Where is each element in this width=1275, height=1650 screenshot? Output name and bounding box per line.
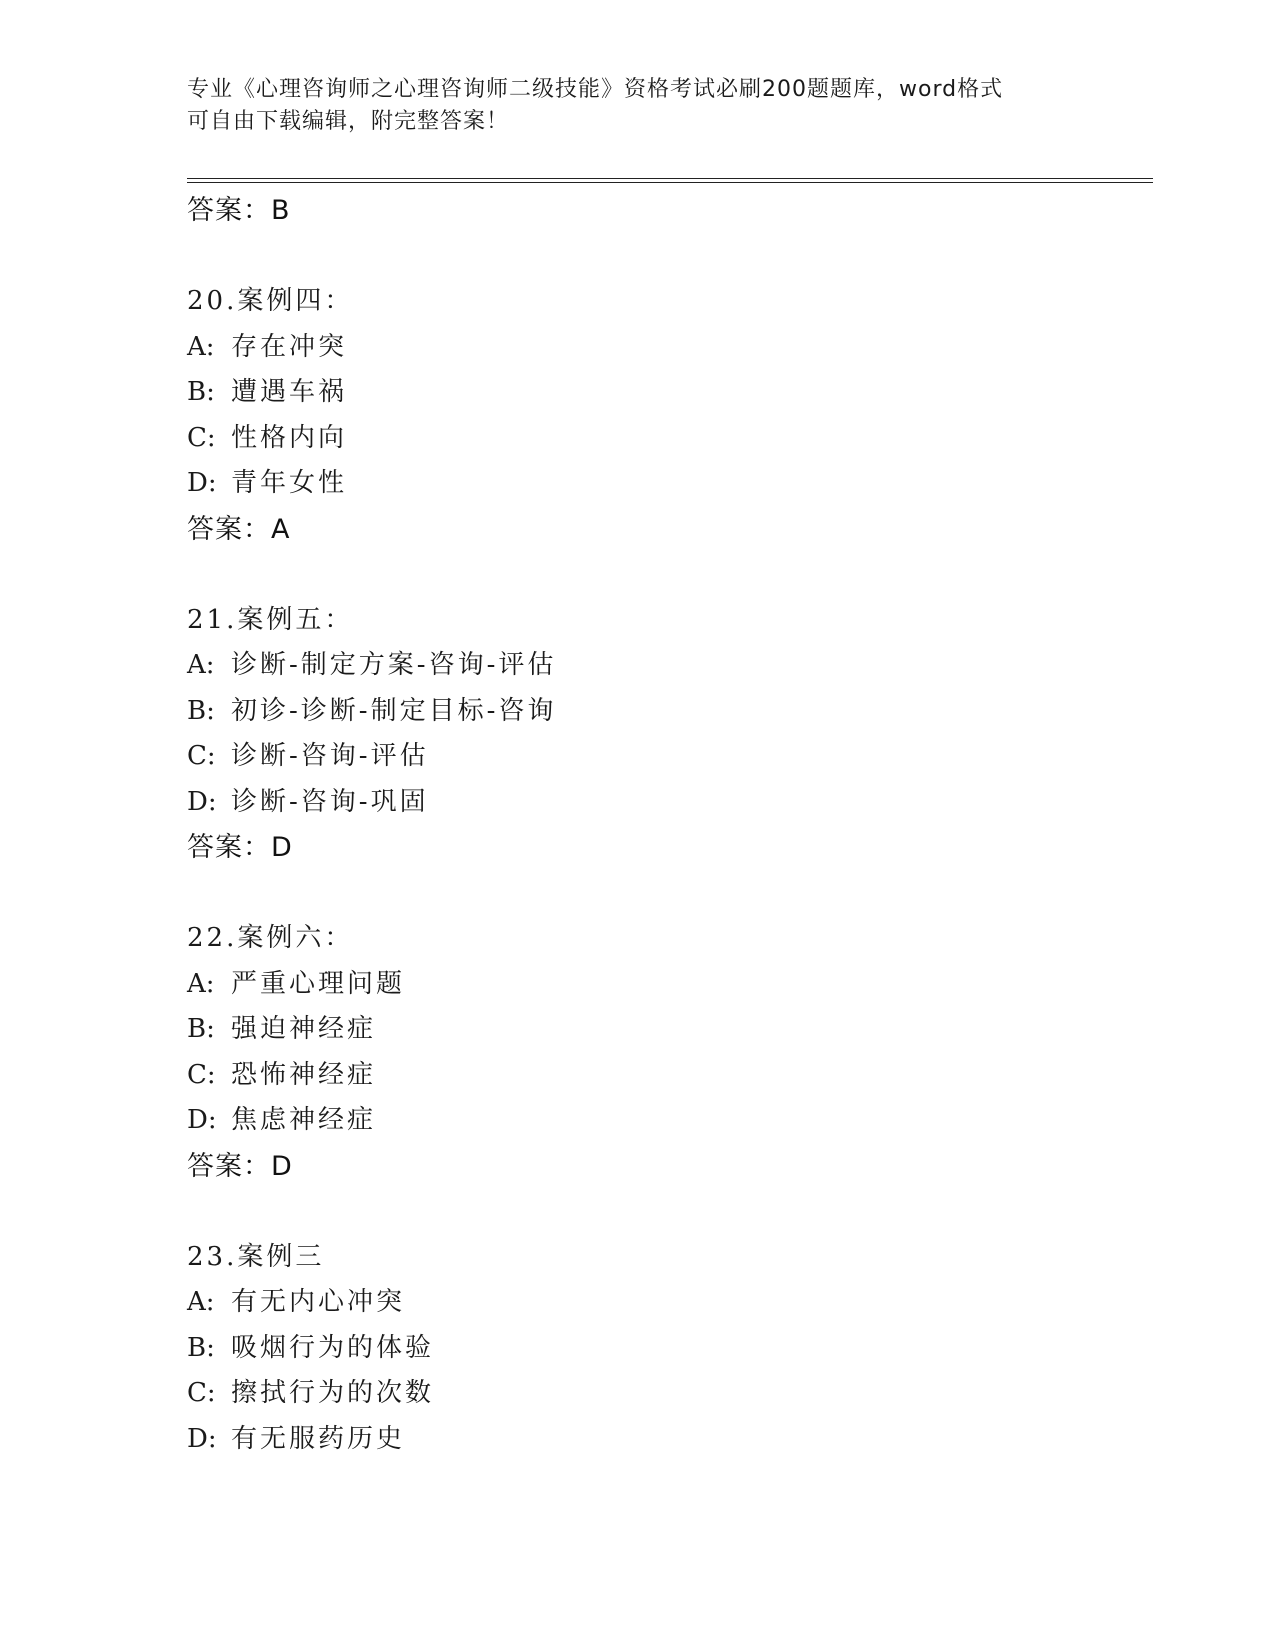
- option-text: 初诊-诊断-制定目标-咨询: [231, 695, 557, 726]
- option-letter: D:: [187, 786, 217, 817]
- question-block: [187, 598, 1153, 872]
- option-letter: D:: [187, 1423, 217, 1454]
- question-title: 20.案例四：: [187, 286, 354, 316]
- question-title: 23.案例三: [187, 1241, 325, 1272]
- answer-option: [187, 643, 1153, 689]
- option-letter: A:: [187, 331, 215, 362]
- header-line-1: 专业《心理咨询师之心理咨询师二级技能》资格考试必刷200题题库，word格式: [187, 77, 1004, 102]
- answer-key: 答案：D: [187, 1150, 293, 1182]
- answer-option: [187, 1371, 1153, 1417]
- option-text: 恐怖神经症: [231, 1059, 377, 1090]
- option-letter: B:: [187, 377, 215, 407]
- option-text: 有无内心冲突: [231, 1287, 406, 1317]
- option-letter: B:: [187, 695, 215, 726]
- option-letter: C:: [187, 741, 216, 771]
- option-letter: D:: [187, 1105, 217, 1135]
- option-text: 诊断-咨询-评估: [231, 741, 429, 771]
- question-block: [187, 279, 1153, 553]
- option-text: 强迫神经症: [231, 1014, 377, 1044]
- option-letter: C:: [187, 1059, 216, 1090]
- option-text: 有无服药历史: [231, 1423, 406, 1454]
- answer-option: [187, 370, 1153, 416]
- answer-option: [187, 962, 1153, 1008]
- question-block: [187, 1235, 1153, 1463]
- document-header: [187, 74, 1067, 138]
- answer-key: 答案：D: [187, 832, 293, 863]
- previous-answer: 答案：B: [187, 195, 291, 226]
- option-text: 诊断-制定方案-咨询-评估: [231, 650, 557, 680]
- option-text: 吸烟行为的体验: [231, 1332, 435, 1363]
- option-letter: C:: [187, 1378, 216, 1408]
- questions-container: [187, 279, 1153, 1462]
- option-text: 严重心理问题: [231, 968, 406, 999]
- option-letter: B:: [187, 1014, 215, 1044]
- question-title: 22.案例六：: [187, 923, 354, 953]
- answer-option: [187, 780, 1153, 826]
- option-text: 焦虑神经症: [231, 1105, 377, 1135]
- option-letter: A:: [187, 1287, 215, 1317]
- option-letter: B:: [187, 1332, 215, 1363]
- option-text: 擦拭行为的次数: [231, 1378, 435, 1408]
- option-letter: D:: [187, 468, 217, 498]
- question-block: [187, 916, 1153, 1190]
- option-text: 青年女性: [231, 468, 348, 498]
- option-text: 性格内向: [231, 422, 348, 453]
- option-text: 遭遇车祸: [231, 377, 348, 407]
- option-letter: A:: [187, 968, 215, 999]
- answer-option: [187, 461, 1153, 507]
- answer-option: [187, 1280, 1153, 1326]
- header-line-2: 可自由下载编辑，附完整答案！: [187, 109, 510, 134]
- answer-option: [187, 1053, 1153, 1099]
- option-letter: A:: [187, 650, 215, 680]
- answer-option: [187, 1417, 1153, 1463]
- question-list: [187, 188, 1153, 1462]
- header-divider: [187, 178, 1153, 183]
- option-letter: C:: [187, 422, 216, 453]
- answer-option: [187, 416, 1153, 462]
- answer-option: [187, 689, 1153, 735]
- question-title: 21.案例五：: [187, 604, 354, 635]
- answer-option: [187, 1098, 1153, 1144]
- answer-option: [187, 325, 1153, 371]
- option-text: 存在冲突: [231, 331, 348, 362]
- answer-key: 答案：A: [187, 513, 291, 545]
- answer-option: [187, 1007, 1153, 1053]
- option-text: 诊断-咨询-巩固: [231, 786, 429, 817]
- answer-option: [187, 1326, 1153, 1372]
- answer-option: [187, 734, 1153, 780]
